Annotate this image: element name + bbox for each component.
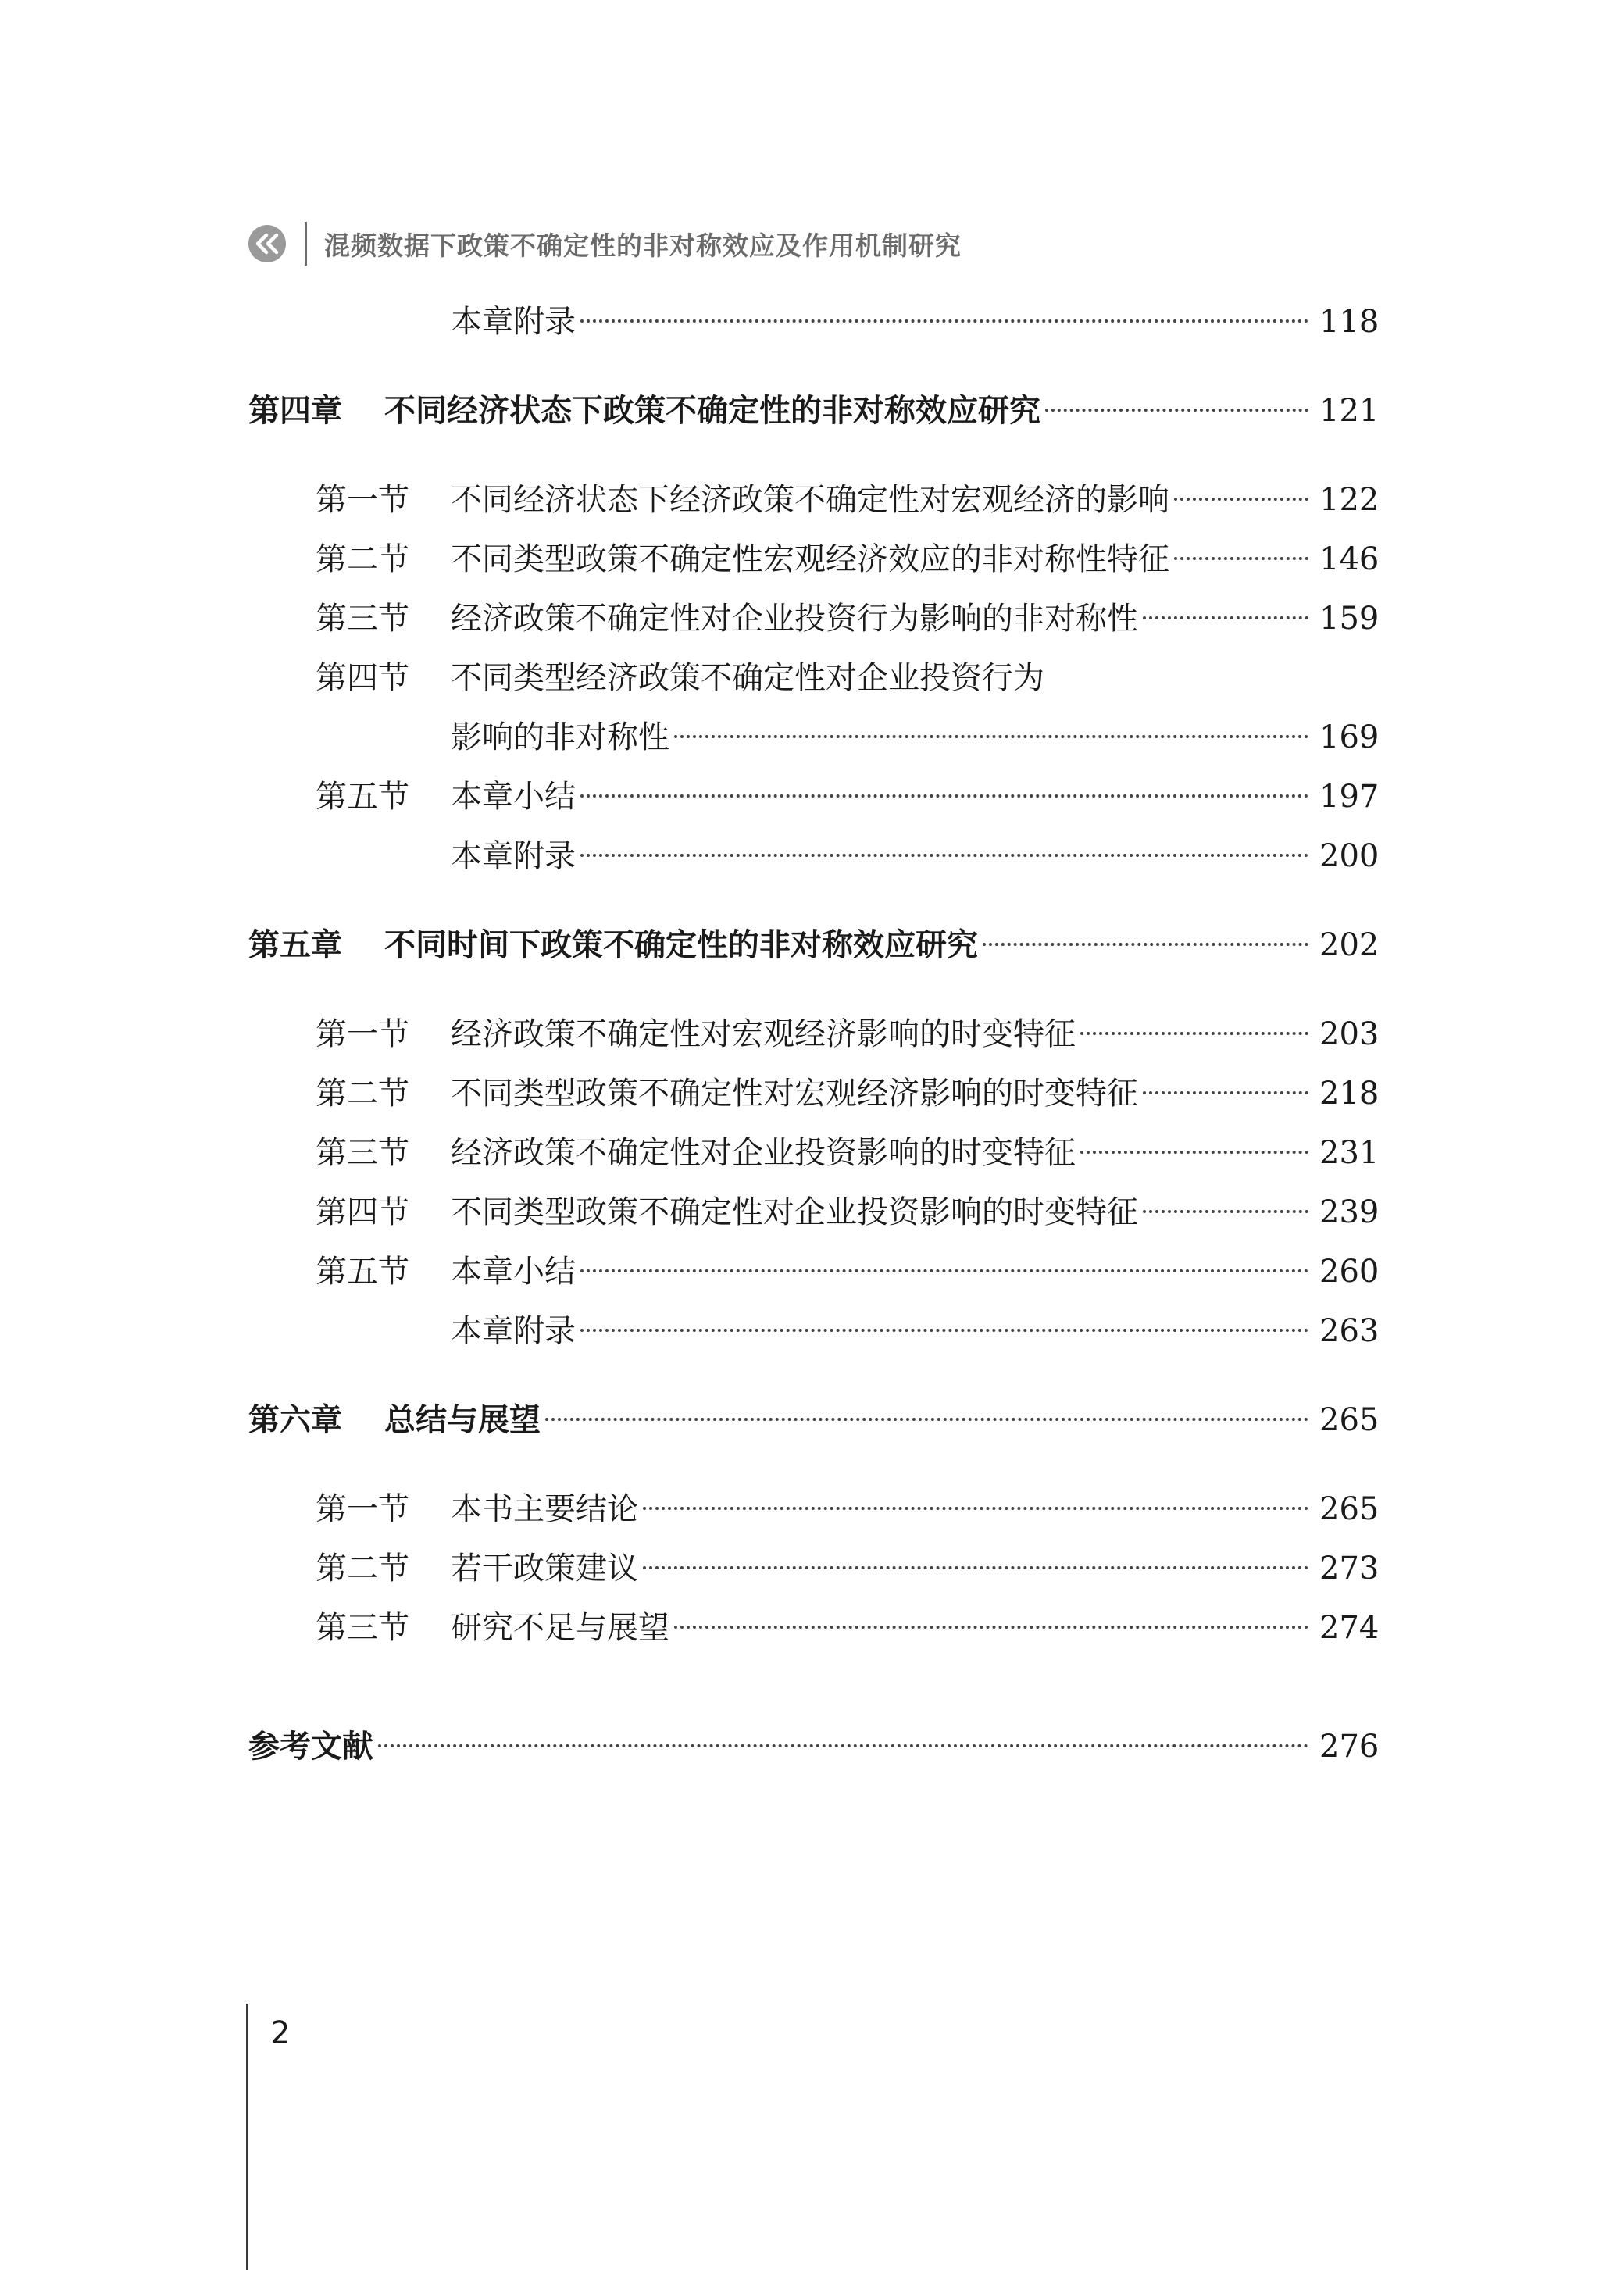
toc-chapter-5[interactable] (248, 915, 1380, 975)
dot-leader (1045, 409, 1308, 412)
toc-entry-label: 第四节 (316, 1194, 409, 1230)
toc-entry-title: 不同类型经济政策不确定性对企业投资行为 (451, 660, 1044, 696)
toc-entry-title: 不同类型政策不确定性对企业投资影响的时变特征 (451, 1194, 1138, 1230)
dot-leader (643, 1507, 1308, 1510)
spacer (248, 975, 1371, 1005)
toc-entry-title: 经济政策不确定性对企业投资影响的时变特征 (451, 1135, 1076, 1171)
toc-entry-title: 本章小结 (451, 1254, 576, 1290)
dot-leader (1174, 498, 1308, 501)
toc-entry-4-2[interactable] (248, 530, 1380, 589)
toc-entry-title: 影响的非对称性 (451, 719, 669, 755)
page-number: 2 (270, 2015, 291, 2051)
toc-entry-5-3[interactable] (248, 1123, 1380, 1183)
spacer (248, 1361, 1371, 1390)
running-header (248, 220, 962, 267)
toc-entry-label: 第五节 (316, 779, 409, 815)
toc-entry-title: 本章附录 (451, 304, 576, 340)
toc-entry-label: 第二节 (316, 541, 409, 577)
dot-leader (643, 1566, 1308, 1569)
toc-entry-title: 本书主要结论 (451, 1491, 638, 1527)
toc-entry-page: 239 (1319, 1194, 1380, 1230)
toc-entry-page: 274 (1319, 1610, 1380, 1646)
dot-leader (1143, 616, 1308, 619)
toc-entry-5-2[interactable] (248, 1064, 1380, 1123)
toc-entry-page: 265 (1319, 1491, 1380, 1527)
toc-entry-title: 不同类型政策不确定性对宏观经济影响的时变特征 (451, 1076, 1138, 1112)
toc-entry-label: 第一节 (316, 1016, 409, 1052)
toc-entry-page: 200 (1319, 838, 1380, 874)
toc-chapter-label: 第六章 (248, 1402, 342, 1438)
toc-entry-page: 197 (1319, 779, 1380, 815)
toc-entry-page: 122 (1319, 482, 1380, 518)
toc-entry-title: 不同经济状态下经济政策不确定性对宏观经济的影响 (451, 482, 1169, 518)
toc-entry-page: 273 (1319, 1551, 1380, 1587)
toc-entry-label: 第四节 (316, 660, 409, 696)
toc-entry-5-1[interactable] (248, 1005, 1380, 1064)
toc-entry-title: 本章小结 (451, 779, 576, 815)
toc-chapter-page: 121 (1319, 393, 1380, 429)
toc-entry-4-5[interactable] (248, 767, 1380, 826)
toc-entry-page: 169 (1319, 719, 1380, 755)
spacer (248, 352, 1371, 381)
toc-entry-label: 第二节 (316, 1076, 409, 1112)
dot-leader (580, 854, 1308, 857)
toc-entry-6-3[interactable] (248, 1598, 1380, 1658)
toc-entry-page: 260 (1319, 1254, 1380, 1290)
dot-leader (1143, 1210, 1308, 1213)
toc-entry-page: 231 (1319, 1135, 1380, 1171)
toc-entry-title: 本章附录 (451, 1313, 576, 1349)
dot-leader (1080, 1151, 1308, 1154)
toc-chapter-page: 276 (1319, 1729, 1380, 1765)
toc-entry-label: 第五节 (316, 1254, 409, 1290)
dot-leader (983, 943, 1308, 946)
spacer (248, 1450, 1371, 1479)
dot-leader (674, 735, 1308, 738)
toc-entry-title: 本章附录 (451, 838, 576, 874)
toc-chapter-label: 第四章 (248, 393, 342, 429)
toc-entry-page: 118 (1319, 304, 1380, 340)
toc-chapter-6[interactable] (248, 1390, 1380, 1450)
toc-entry-label: 第一节 (316, 482, 409, 518)
toc-entry-label: 第三节 (316, 601, 409, 637)
dot-leader (580, 319, 1308, 323)
toc-chapter-title: 不同经济状态下政策不确定性的非对称效应研究 (384, 393, 1040, 429)
toc-entry-page: 146 (1319, 541, 1380, 577)
dot-leader (674, 1626, 1308, 1629)
toc-chapter-title: 不同时间下政策不确定性的非对称效应研究 (384, 927, 978, 963)
toc-entry-6-2[interactable] (248, 1539, 1380, 1598)
toc-entry-5-5[interactable] (248, 1242, 1380, 1301)
dot-leader (1143, 1091, 1308, 1094)
book-title: 混频数据下政策不确定性的非对称效应及作用机制研究 (324, 230, 962, 261)
toc-entry-title: 研究不足与展望 (451, 1610, 669, 1646)
toc-references[interactable] (248, 1717, 1380, 1776)
toc-entry-page: 159 (1319, 601, 1380, 637)
toc-chapter-page: 202 (1319, 927, 1380, 963)
toc-entry-4-4-continued[interactable] (248, 708, 1380, 767)
toc-entry-label: 第二节 (316, 1551, 409, 1587)
toc-entry-title: 不同类型政策不确定性宏观经济效应的非对称性特征 (451, 541, 1169, 577)
dot-leader (1174, 557, 1308, 560)
toc-entry-4-1[interactable] (248, 470, 1380, 530)
header-divider (305, 222, 307, 266)
dot-leader (378, 1744, 1308, 1747)
toc-entry-title: 经济政策不确定性对宏观经济影响的时变特征 (451, 1016, 1076, 1052)
dot-leader (580, 1329, 1308, 1332)
toc-entry-page: 218 (1319, 1076, 1380, 1112)
toc-entry-6-1[interactable] (248, 1479, 1380, 1539)
toc-entry-appendix-ch3[interactable] (248, 292, 1380, 352)
toc-entry-appendix-ch5[interactable] (248, 1301, 1380, 1361)
dot-leader (1080, 1032, 1308, 1035)
toc-entry-title: 若干政策建议 (451, 1551, 638, 1587)
toc-entry-appendix-ch4[interactable] (248, 826, 1380, 886)
dot-leader (580, 1269, 1308, 1272)
spacer (248, 1658, 1371, 1717)
double-chevron-left-icon (248, 225, 286, 262)
toc-entry-label: 第一节 (316, 1491, 409, 1527)
dot-leader (545, 1418, 1308, 1421)
toc-entry-page: 203 (1319, 1016, 1380, 1052)
toc-entry-title: 经济政策不确定性对企业投资行为影响的非对称性 (451, 601, 1138, 637)
toc-entry-page: 263 (1319, 1313, 1380, 1349)
spacer (248, 441, 1371, 470)
spacer (248, 886, 1371, 915)
toc-chapter-title: 参考文献 (248, 1729, 373, 1765)
toc-chapter-title: 总结与展望 (384, 1402, 541, 1438)
toc-entry-4-4[interactable] (248, 648, 1371, 708)
table-of-contents (248, 292, 1380, 1776)
toc-entry-4-3[interactable] (248, 589, 1380, 648)
toc-entry-label: 第三节 (316, 1135, 409, 1171)
footer-rule (246, 2004, 248, 2270)
toc-chapter-4[interactable] (248, 381, 1380, 441)
toc-chapter-label: 第五章 (248, 927, 342, 963)
dot-leader (580, 794, 1308, 798)
toc-chapter-page: 265 (1319, 1402, 1380, 1438)
toc-entry-5-4[interactable] (248, 1183, 1380, 1242)
toc-entry-label: 第三节 (316, 1610, 409, 1646)
